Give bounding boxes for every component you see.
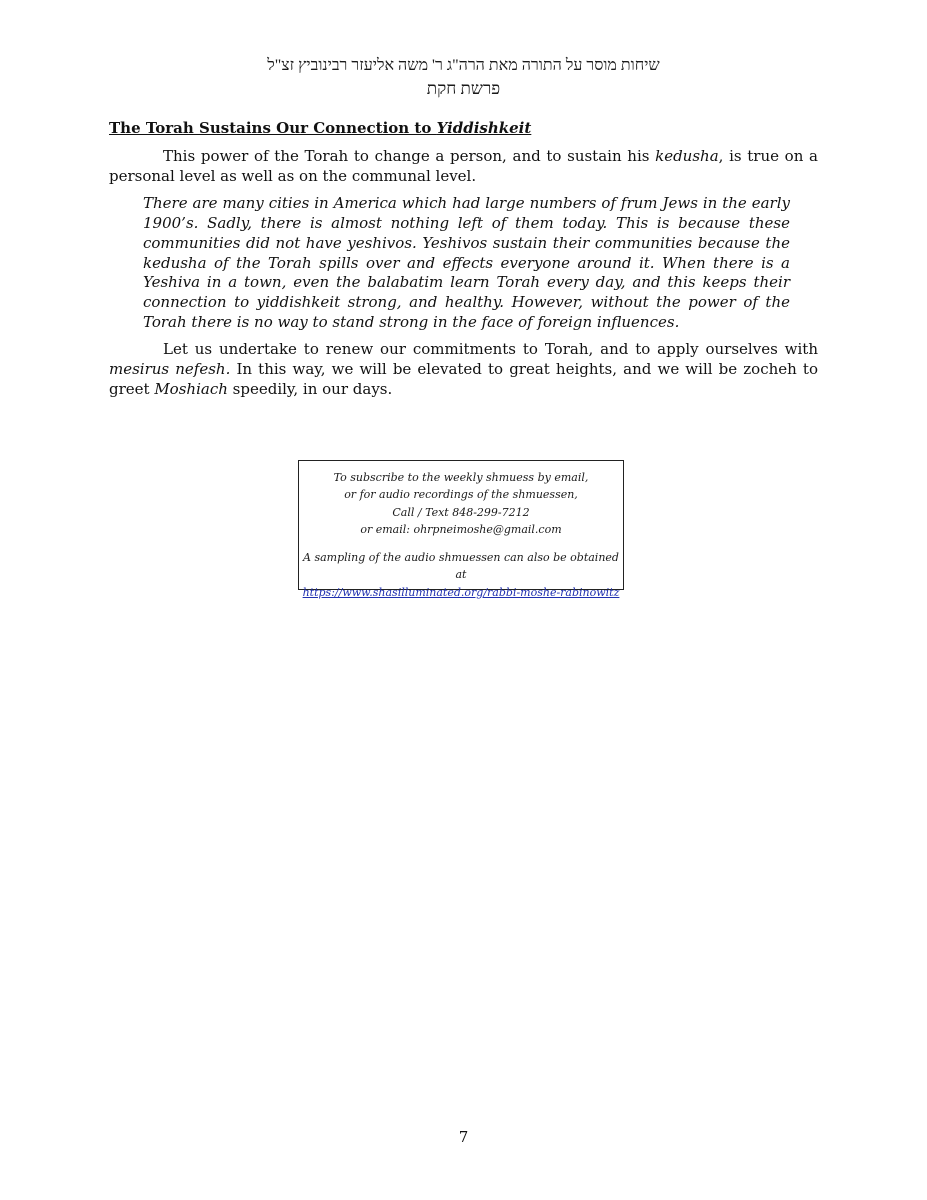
paragraph-2-part-2: In this way, we will be elevated to great heights, and we will be zocheh to greet	[109, 360, 818, 398]
subscribe-line-2: or for audio recordings of the shmuessen,	[344, 488, 578, 502]
paragraph-2-part-3: speedily, in our days.	[227, 379, 393, 398]
subscribe-audio-note: A sampling of the audio shmuessen can also be obtained at	[303, 551, 619, 582]
subscribe-email: or email: ohrpneimoshe@gmail.com	[360, 522, 562, 536]
section-heading-text: The Torah Sustains Our Connection to	[109, 119, 437, 137]
paragraph-1-emphasis: kedusha	[655, 147, 719, 165]
subscribe-phone: Call / Text 848-299-7212	[392, 505, 530, 519]
header-series-title: שיחות מוסר על התורה מאת הרה"ג ר' משה אליעזר רבינוביץ זצ"ל	[267, 57, 660, 74]
subscribe-info-box	[298, 460, 624, 599]
paragraph-2-emphasis-2: Moshiach	[154, 379, 228, 398]
paragraph-2-emphasis-1: mesirus nefesh.	[109, 360, 231, 379]
paragraph-commitment	[109, 340, 818, 399]
subscribe-line-1: To subscribe to the weekly shmuess by email,	[333, 471, 589, 484]
paragraph-1-part-1: This power of the Torah to change a person, and to sustain his	[163, 147, 656, 165]
paragraph-2-part-1: Let us undertake to renew our commitments to Torah, and to apply ourselves with	[163, 340, 818, 359]
page-number: 7	[458, 1128, 469, 1146]
paragraph-1-part-2: , is true on a personal level as well as on the communal level.	[109, 147, 818, 185]
block-quote: There are many cities in America which had large numbers of frum Jews in the early 1900’s. Sadly, there is almost nothing left of them today. This is because these communities did not have yeshivos. Yeshivos sustain their communities because the kedusha of the Torah spills over and effects everyone around it. When there is a Yeshiva in a town, even the balabatim learn Torah every day, and this keeps their connection to yiddishkeit strong, and healthy. However, without the power of the Torah there is no way to stand strong in the face of foreign influences.	[143, 194, 790, 331]
paragraph-torah-power	[109, 147, 818, 186]
page-header	[0, 56, 927, 100]
section-heading	[109, 118, 818, 138]
section-heading-emphasis: Yiddishkeit	[436, 119, 532, 137]
audio-shmuessen-link[interactable]: https://www.shasilluminated.org/rabbi-moshe-rabinowitz	[302, 585, 620, 599]
main-content	[109, 118, 818, 407]
subscribe-link-row	[299, 584, 623, 601]
subscribe-spacer	[299, 538, 623, 549]
header-parsha-title: פרשת חקת	[426, 79, 501, 98]
